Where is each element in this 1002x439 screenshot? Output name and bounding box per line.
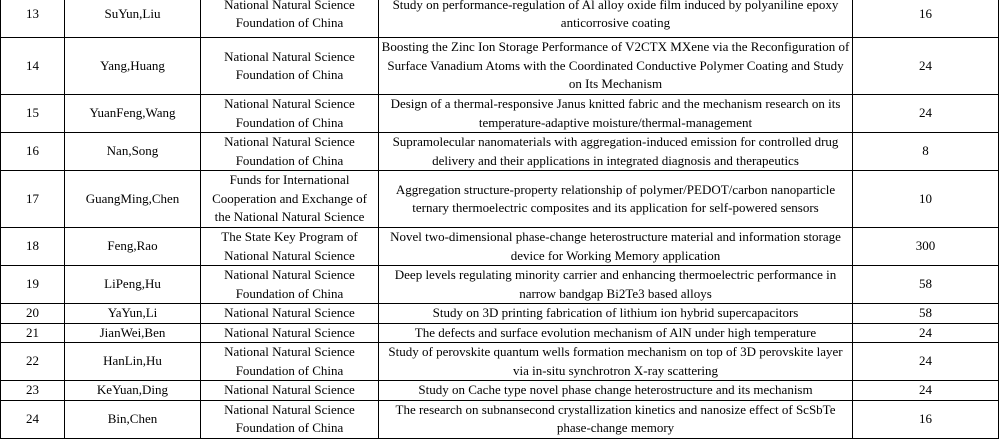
funding-source: National Natural Science Foundation of China — [201, 133, 379, 171]
funding-source: National Natural Science — [201, 323, 379, 343]
table-row — [1, 0, 999, 38]
researcher-name: SuYun,Liu — [65, 0, 201, 38]
researcher-name: Bin,Chen — [65, 400, 201, 438]
funding-amount: 24 — [853, 381, 999, 401]
project-title: Study of perovskite quantum wells formation mechanism on top of 3D perovskite layer via in-situ synchrotron X-ray scattering — [379, 343, 853, 381]
table-row — [1, 133, 999, 171]
funding-source: The State Key Program of National Natural Science — [201, 228, 379, 266]
table-row — [1, 343, 999, 381]
researcher-name: LiPeng,Hu — [65, 266, 201, 304]
funding-source: National Natural Science Foundation of China — [201, 400, 379, 438]
researcher-name: HanLin,Hu — [65, 343, 201, 381]
funding-source: National Natural Science Foundation of China — [201, 343, 379, 381]
table-row — [1, 266, 999, 304]
project-title: Study on performance-regulation of Al alloy oxide film induced by polyaniline epoxy anticorrosive coating — [379, 0, 853, 38]
funding-amount: 10 — [853, 171, 999, 228]
funding-source: National Natural Science Foundation of China — [201, 38, 379, 95]
table-row — [1, 38, 999, 95]
project-title: Deep levels regulating minority carrier and enhancing thermoelectric performance in narrow bandgap Bi2Te3 based alloys — [379, 266, 853, 304]
funding-amount: 58 — [853, 304, 999, 324]
table-row — [1, 323, 999, 343]
row-number: 18 — [1, 228, 65, 266]
table-row — [1, 381, 999, 401]
researcher-name: KeYuan,Ding — [65, 381, 201, 401]
funding-amount: 58 — [853, 266, 999, 304]
table-row — [1, 228, 999, 266]
table-row — [1, 171, 999, 228]
row-number: 21 — [1, 323, 65, 343]
row-number: 20 — [1, 304, 65, 324]
project-title: Novel two-dimensional phase-change heterostructure material and information storage device for Working Memory application — [379, 228, 853, 266]
project-title: Study on Cache type novel phase change heterostructure and its mechanism — [379, 381, 853, 401]
row-number: 17 — [1, 171, 65, 228]
row-number: 15 — [1, 95, 65, 133]
row-number: 23 — [1, 381, 65, 401]
row-number: 19 — [1, 266, 65, 304]
project-title: The defects and surface evolution mechanism of AlN under high temperature — [379, 323, 853, 343]
funding-source: National Natural Science — [201, 304, 379, 324]
project-title: Design of a thermal-responsive Janus knitted fabric and the mechanism research on its temperature-adaptive moisture/thermal-management — [379, 95, 853, 133]
funding-amount: 24 — [853, 323, 999, 343]
table-row — [1, 400, 999, 438]
researcher-name: Yang,Huang — [65, 38, 201, 95]
row-number: 13 — [1, 0, 65, 38]
project-title: Study on 3D printing fabrication of lithium ion hybrid supercapacitors — [379, 304, 853, 324]
researcher-name: JianWei,Ben — [65, 323, 201, 343]
funding-source: National Natural Science — [201, 381, 379, 401]
table-row — [1, 304, 999, 324]
funding-amount: 16 — [853, 400, 999, 438]
table-row — [1, 95, 999, 133]
funding-amount: 8 — [853, 133, 999, 171]
row-number: 16 — [1, 133, 65, 171]
funding-amount: 16 — [853, 0, 999, 38]
funding-source: Funds for International Cooperation and Exchange of the National Natural Science — [201, 171, 379, 228]
researcher-name: Feng,Rao — [65, 228, 201, 266]
funding-source: National Natural Science Foundation of China — [201, 95, 379, 133]
project-title: Aggregation structure-property relationship of polymer/PEDOT/carbon nanoparticle ternary thermoelectric composites and its application for self-powered sensors — [379, 171, 853, 228]
funding-amount: 24 — [853, 38, 999, 95]
funding-amount: 24 — [853, 343, 999, 381]
funding-source: National Natural Science Foundation of China — [201, 0, 379, 38]
funding-source: National Natural Science Foundation of China — [201, 266, 379, 304]
project-title: Boosting the Zinc Ion Storage Performance of V2CTX MXene via the Reconfiguration of Surface Vanadium Atoms with the Coordinated Conductive Polymer Coating and Study on Its Mechanism — [379, 38, 853, 95]
row-number: 14 — [1, 38, 65, 95]
row-number: 24 — [1, 400, 65, 438]
project-title: The research on subnansecond crystallization kinetics and nanosize effect of ScSbTe phase-change memory — [379, 400, 853, 438]
researcher-name: YaYun,Li — [65, 304, 201, 324]
funding-amount: 24 — [853, 95, 999, 133]
researcher-name: YuanFeng,Wang — [65, 95, 201, 133]
researcher-name: GuangMing,Chen — [65, 171, 201, 228]
funding-amount: 300 — [853, 228, 999, 266]
project-title: Supramolecular nanomaterials with aggregation-induced emission for controlled drug delivery and their applications in integrated diagnosis and therapeutics — [379, 133, 853, 171]
row-number: 22 — [1, 343, 65, 381]
researcher-name: Nan,Song — [65, 133, 201, 171]
